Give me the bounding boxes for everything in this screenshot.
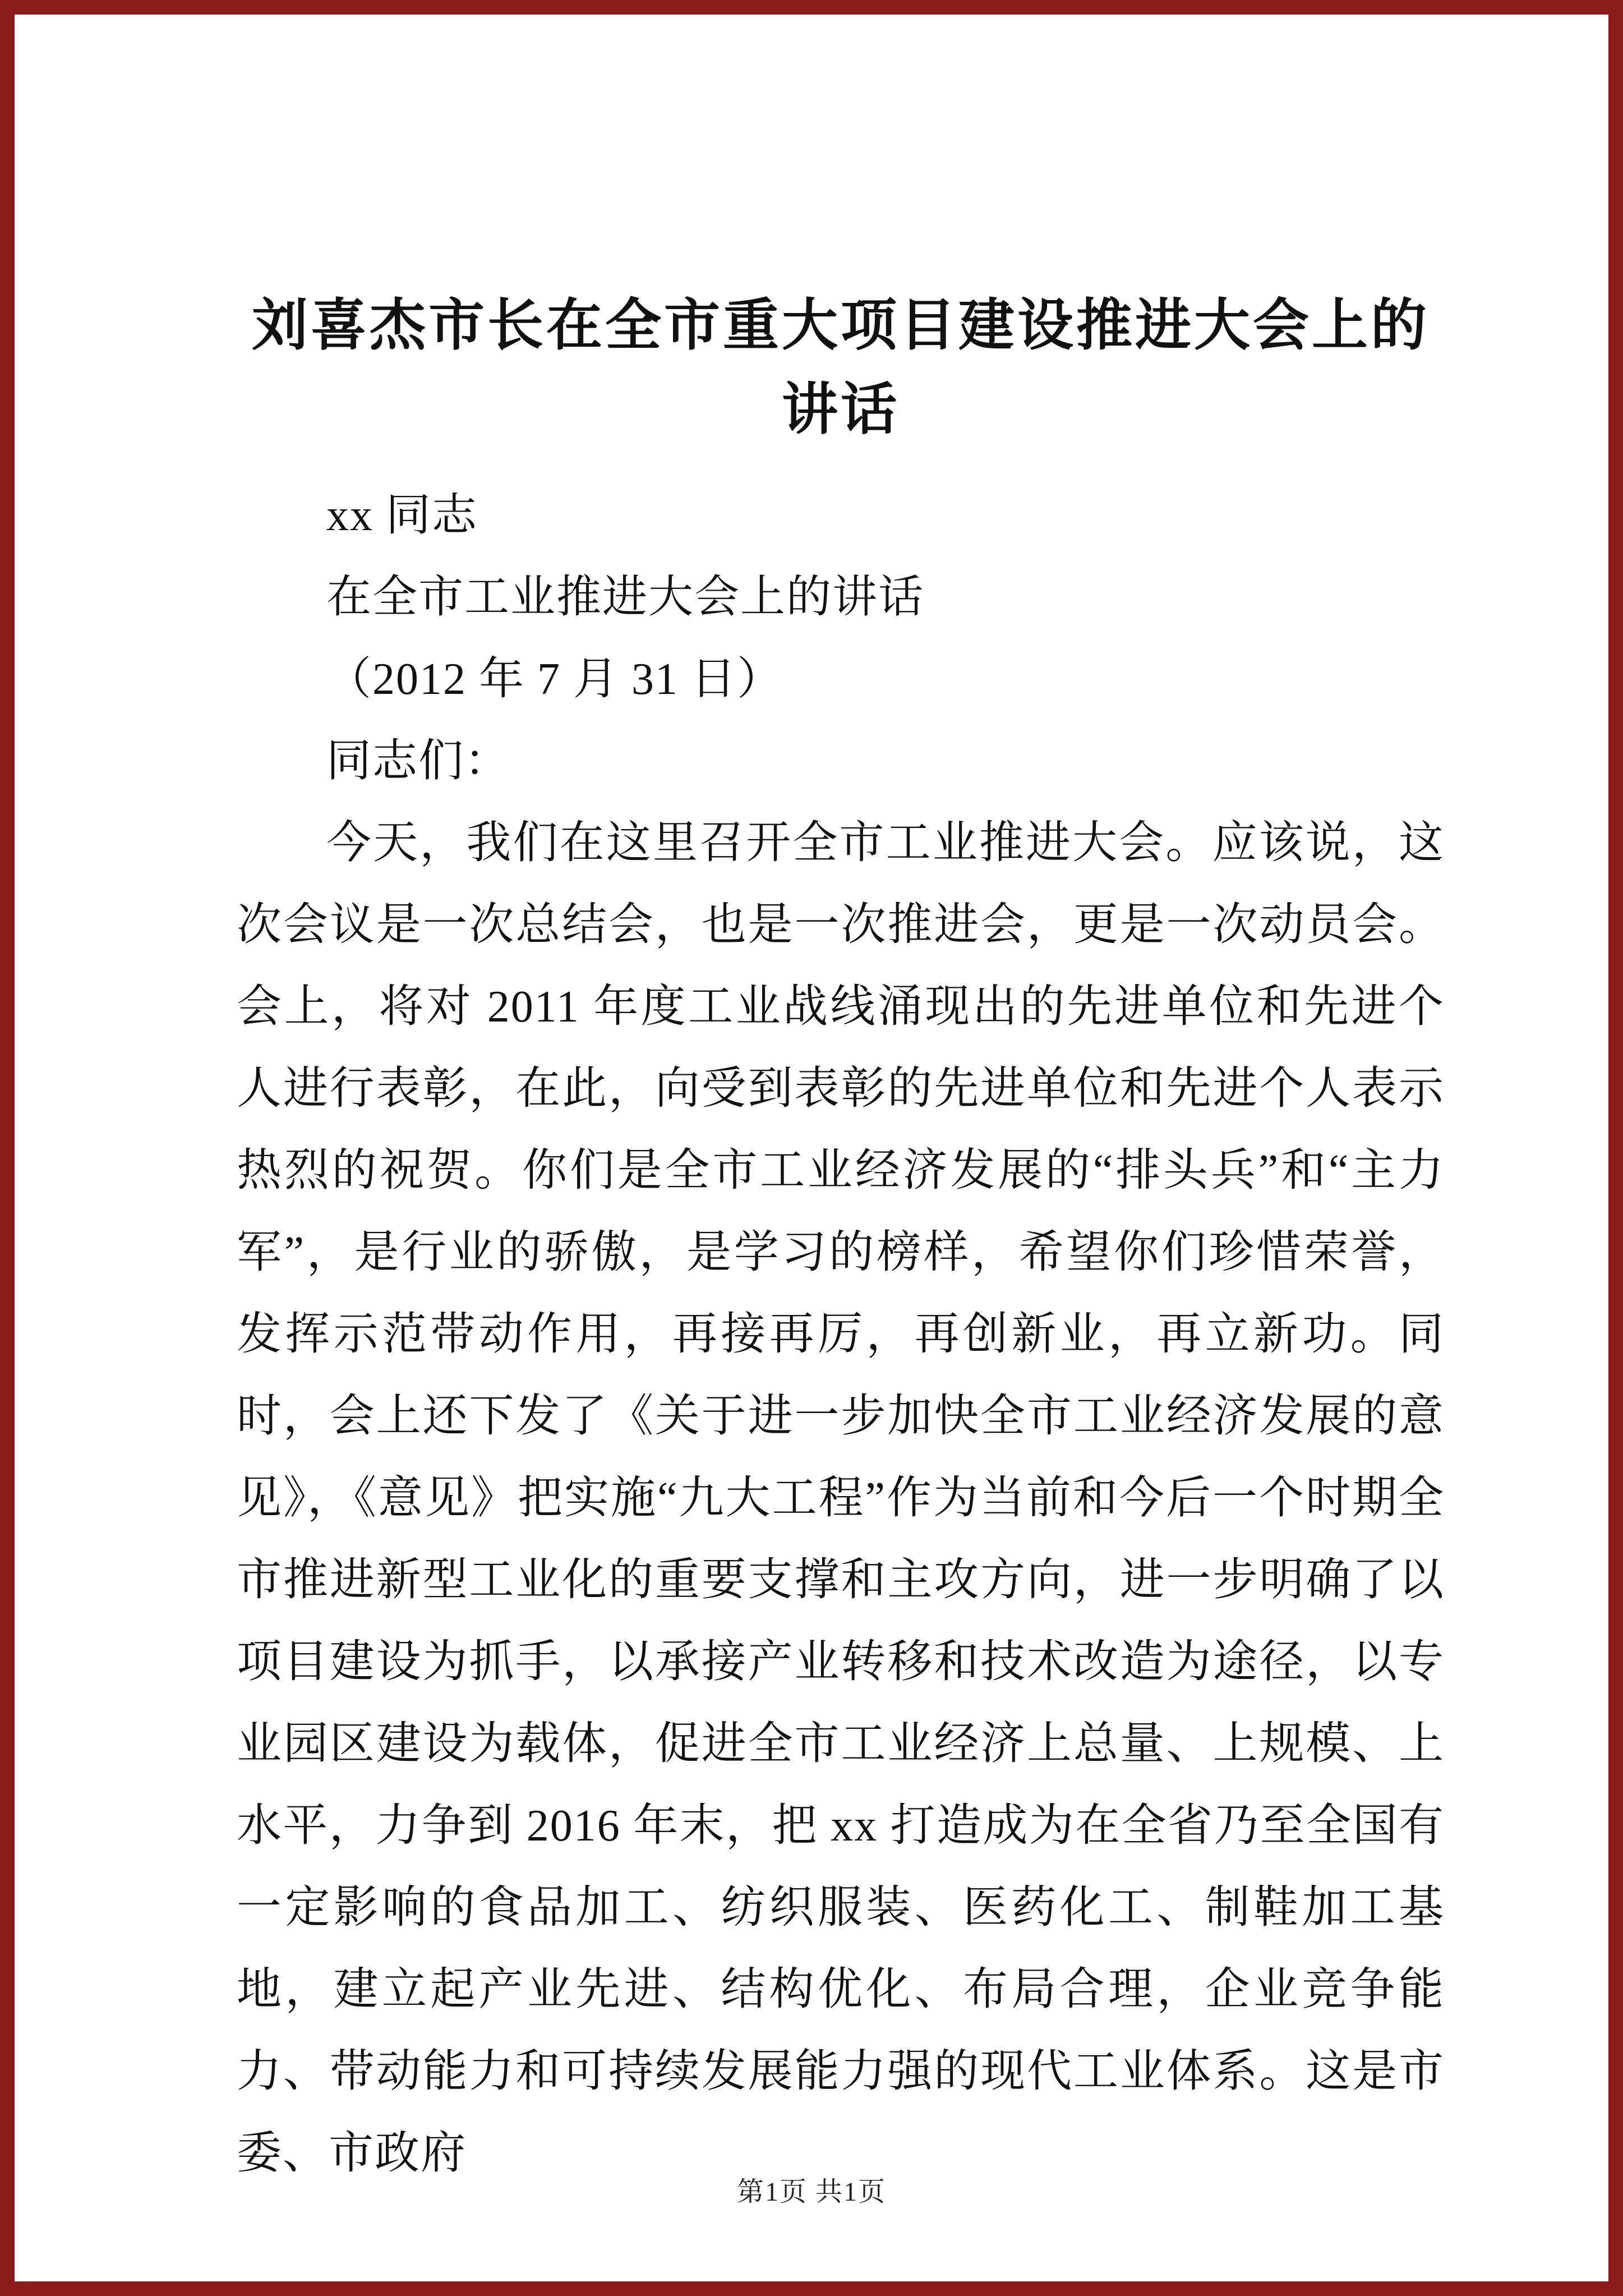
paragraph-salutation: xx 同志 — [326, 491, 478, 540]
document-content — [15, 15, 1608, 2194]
paragraph-date: （2012 年 7 月 31 日） — [326, 655, 783, 704]
document-title: 刘喜杰市长在全市重大项目建设推进大会上的讲话 — [252, 295, 1430, 441]
paragraph-subtitle: 在全市工业推进大会上的讲话 — [326, 573, 924, 622]
page-number-footer: 第1页 共1页 — [736, 2177, 886, 2207]
paragraph-body: 今天，我们在这里召开全市工业推进大会。应该说，这次会议是一次总结会，也是一次推进会，更是一次动员会。会上，将对 2011 年度工业战线涌现出的先进单位和先进个人进行表彰，在此，向受到表彰的先进单位和先进个人表示热烈的祝贺。你们是全市工业经济发展的“排头兵”和“主力军”，是行业的骄傲，是学习的榜样，希望你们珍惜荣誉，发挥示范带动作用，再接再厉，再创新业，再立新功。同时，会上还下发了《关于进一步加快全市工业经济发展的意见》，《意见》把实施“九大工程”作为当前和今后一个时期全市推进新型工业化的重要支撑和主攻方向，进一步明确了以项目建设为抓手，以承接产业转移和技术改造为途径，以专业园区建设为载体，促进全市工业经济上总量、上规模、上水平，力争到 2016 年末，把 xx 打造成为在全省乃至全国有一定影响的食品加工、纺织服装、医药化工、制鞋加工基地，建立起产业先进、结构优化、布局合理，企业竞争能力、带动能力和可持续发展能力强的现代工业体系。这是市委、市政府 — [237, 818, 1445, 2178]
paragraph-greeting: 同志们： — [326, 737, 510, 786]
